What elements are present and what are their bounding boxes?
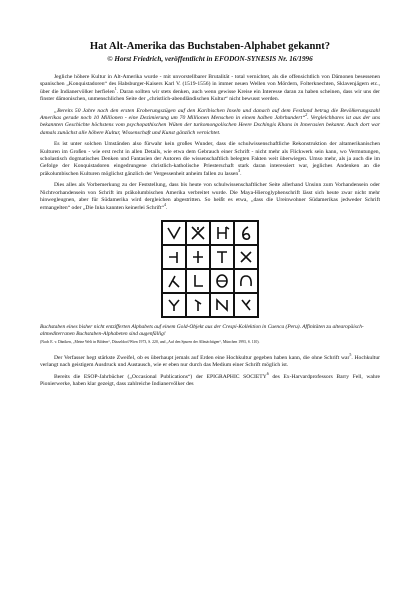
glyph-check-v-icon (162, 221, 186, 245)
footnote-ref[interactable]: 5 (349, 352, 352, 358)
body-text-continued (40, 352, 381, 389)
glyph-y-fork-icon (162, 293, 186, 317)
glyph-cross-plus-icon (186, 245, 210, 269)
figure-source: (Nach E. v. Däniken, „Meine Welt in Bildern“, Düsseldorf/Wien 1973, S. 220, und „Auf den Spuren der Allmächtigen“, München 1993, S. 110). (40, 339, 260, 344)
glyph-cross-x-icon (234, 245, 258, 269)
alphabet-figure (40, 220, 380, 318)
glyph-lambda-hook-icon (162, 269, 186, 293)
paragraph: Der Verfasser hegt stärkste Zweifel, ob es überhaupt jemals auf Erden eine Hochkultur gegeben haben kann, die ohne Schrift war$^5$. Hochkultur verlangt nach geistigem Ausdruck und Austausch, wie er eben nur durch das Medium einer Schrift möglich ist. (40, 352, 380, 369)
paragraph: Dies alles als Vorbemerkung zu der Feststellung, dass bis heute von schulwissenschaftlicher Seite allerhand Unsinn zum Vorhandensein oder Nichtvorhandensein von Schrift im präkolumbischen Amerika verbreitet wurde. Die Maya-Hieroglyphenschrift lässt sich heute zwar nicht mehr hinwegleugnen, aber für Südamerika wird dergleichen abgestritten. So heißt es etwa, „dass die Ureinwohner Südamerikas jedweder Schrift ermangelten“ oder „Die Inka kannten keinerlei Schrift“$^4$. (40, 182, 380, 211)
paragraph: Bereits die ESOP-Jahrbücher („Occasional Publications“) der EPIGRAPHIC SOCIETY$^6$ des Ex-Harvardprofessors Barry Fell, wahre Pionierwerke, haben klar gezeigt, dass zahlreiche Indianervölker des (40, 370, 381, 388)
footnote-ref[interactable]: 2 (305, 112, 308, 118)
page-subtitle: © Horst Friedrich, veröffentlicht in EFODON-SYNESIS Nr. 16/1996 (107, 55, 313, 63)
footnote-ref[interactable]: 4 (163, 201, 166, 207)
glyph-i-pin-icon (186, 293, 210, 317)
paragraph-quote: „Bereits 50 Jahre nach den ersten Eroberungszügen auf den Karibischen Inseln und danach auf dem Festland betrug die Bevölkerungszahl Amerikas gerade noch 10 Millionen - eine Dezimierung um 70 Millionen Menschen in einem halben Jahrhundert“$^2$. Vergleichbares ist aus der uns bekannten Geschichte höchstens vom psychopathischen Wüten der turkomongolischen Heere Dschingis Khans in Innerasien bekannt. Auch dort war damals zunächst alle höhere Kultur, Wissenschaft und Kunst gänzlich vernichtet. (40, 107, 380, 136)
footnote-ref[interactable]: 6 (266, 370, 269, 376)
glyph-x-cross-icon (186, 221, 210, 245)
body-text (40, 74, 380, 212)
footnote-ref[interactable]: 1 (114, 85, 117, 91)
glyph-omega-curve-icon (234, 269, 258, 293)
glyph-theta-ring-icon (210, 269, 234, 293)
paragraph: Jegliche höhere Kultur in Alt-Amerika wurde - mit unvorstellbarer Brutalität - total vernichtet, als die offensichtlich von Dämonen besessenen spanischen „Konquistadoren“ des Habsburger-Kaisers Karl V. (1519-1556) in immer neuen Wellen von Mördern, Folterknechten, Sklavenjägern etc., über die Indianervölker herfielen$^1$. Daran sollten wir stets denken, auch wenn gewisse Kreise ein Interesse daran zu haben scheinen, dass wir uns der finster dämonischen, unmenschlichen Seite der „christlich-abendländischen Kultur“ nicht bewusst werden. (40, 74, 380, 103)
glyph-t-turned-icon (210, 245, 234, 269)
page-title: Hat Alt-Amerika das Buchstaben-Alphabet gekannt? (89, 41, 331, 52)
paragraph: Es ist unter solchen Umständen also fürwahr kein großes Wunder, dass die schulwissenschaftliche Rekonstruktion der altamerikanischen Kulturen im Großen - wie erst recht in allen Details, wie etwa dem Gebrauch einer Schrift - nicht mehr als Flickwerk sein kann, wo Vermutungen, scholastisch dogmatisches Denken und Fantasien der Autoren die wissenschaftlich belegten Fakten weit überwiegen. Umso mehr, als ja auch die im Gefolge der Konquistadoren eingedrungene christlich-katholische Priesterschaft stark daran interessiert war, jegliches Andenken an die präkolumbischen Kulturen möglichst gänzlich der Vergessenheit anheim fallen zu lassen$^3$. (40, 141, 380, 177)
glyph-l-step-icon (186, 269, 210, 293)
figure-caption: Buchstaben eines bisher nicht entzifferten Alphabets auf einem Gold-Objekt aus der Crespi-Kollektion in Cuenca (Peru). Affinitäten zu altearopäisch-altmediterranen Buchstaben-Alphabeten sind augenfällig! (40, 323, 364, 337)
glyph-t-dash-icon (162, 245, 186, 269)
footnote-ref[interactable]: 3 (238, 168, 241, 174)
glyph-chi-mark-icon (234, 293, 258, 317)
glyph-h-bar-icon (210, 221, 234, 245)
glyph-grid (161, 220, 259, 318)
glyph-loop-b-icon (234, 221, 258, 245)
glyph-zigzag-n-icon (210, 293, 234, 317)
